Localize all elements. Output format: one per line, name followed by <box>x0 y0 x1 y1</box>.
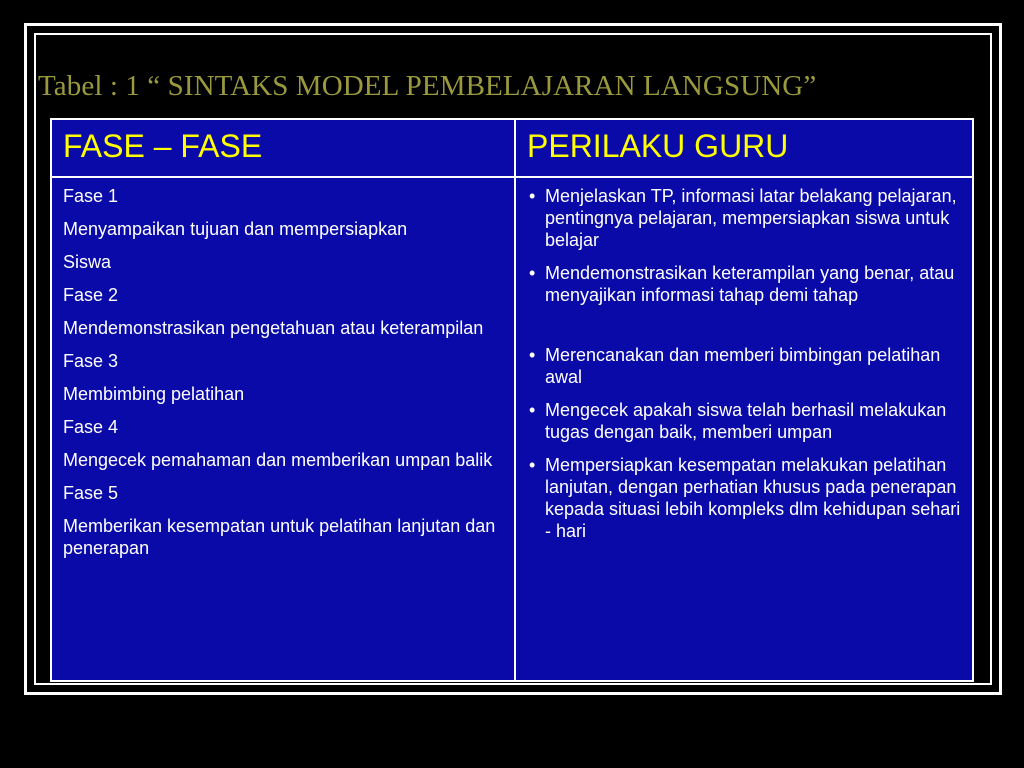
sintaks-table <box>50 118 974 682</box>
table-body-row <box>51 177 973 681</box>
header-perilaku-guru: PERILAKU GURU <box>515 119 973 177</box>
fase-line: Menyampaikan tujuan dan mempersiapkan <box>63 219 408 239</box>
perilaku-item: • Mendemonstrasikan keterampilan yang benar, atau menyajikan informasi tahap demi tahap <box>527 262 962 306</box>
fase-line: Fase 4 <box>63 417 119 437</box>
header-fase: FASE – FASE <box>51 119 515 177</box>
fase-line: Fase 1 <box>63 186 119 206</box>
perilaku-item: • Mempersiapkan kesempatan melakukan pelatihan lanjutan, dengan perhatian khusus pada penerapan kepada situasi lebih kompleks dlm kehidupan sehari - hari <box>527 454 962 542</box>
fase-line: Fase 5 <box>63 483 119 503</box>
fase-line: Memberikan kesempatan untuk pelatihan lanjutan dan penerapan <box>63 516 496 558</box>
fase-line: Membimbing pelatihan <box>63 384 245 404</box>
perilaku-item: • Menjelaskan TP, informasi latar belakang pelajaran, pentingnya pelajaran, mempersiapkan siswa untuk belajar <box>527 185 962 251</box>
perilaku-item: • Mengecek apakah siswa telah berhasil melakukan tugas dengan baik, memberi umpan <box>527 399 962 443</box>
fase-line: Siswa <box>63 252 112 272</box>
fase-line: Fase 2 <box>63 285 119 305</box>
perilaku-list <box>527 185 962 542</box>
fase-line: Mengecek pemahaman dan memberikan umpan balik <box>63 450 493 470</box>
fase-line: Fase 3 <box>63 351 119 371</box>
fase-cell <box>51 177 515 681</box>
perilaku-cell <box>515 177 973 681</box>
fase-line: Mendemonstrasikan pengetahuan atau keterampilan <box>63 318 484 338</box>
slide-title: Tabel : 1 “ SINTAKS MODEL PEMBELAJARAN LANGSUNG” <box>38 70 817 102</box>
perilaku-item: • Merencanakan dan memberi bimbingan pelatihan awal <box>527 344 962 388</box>
table-header-row <box>51 119 973 177</box>
